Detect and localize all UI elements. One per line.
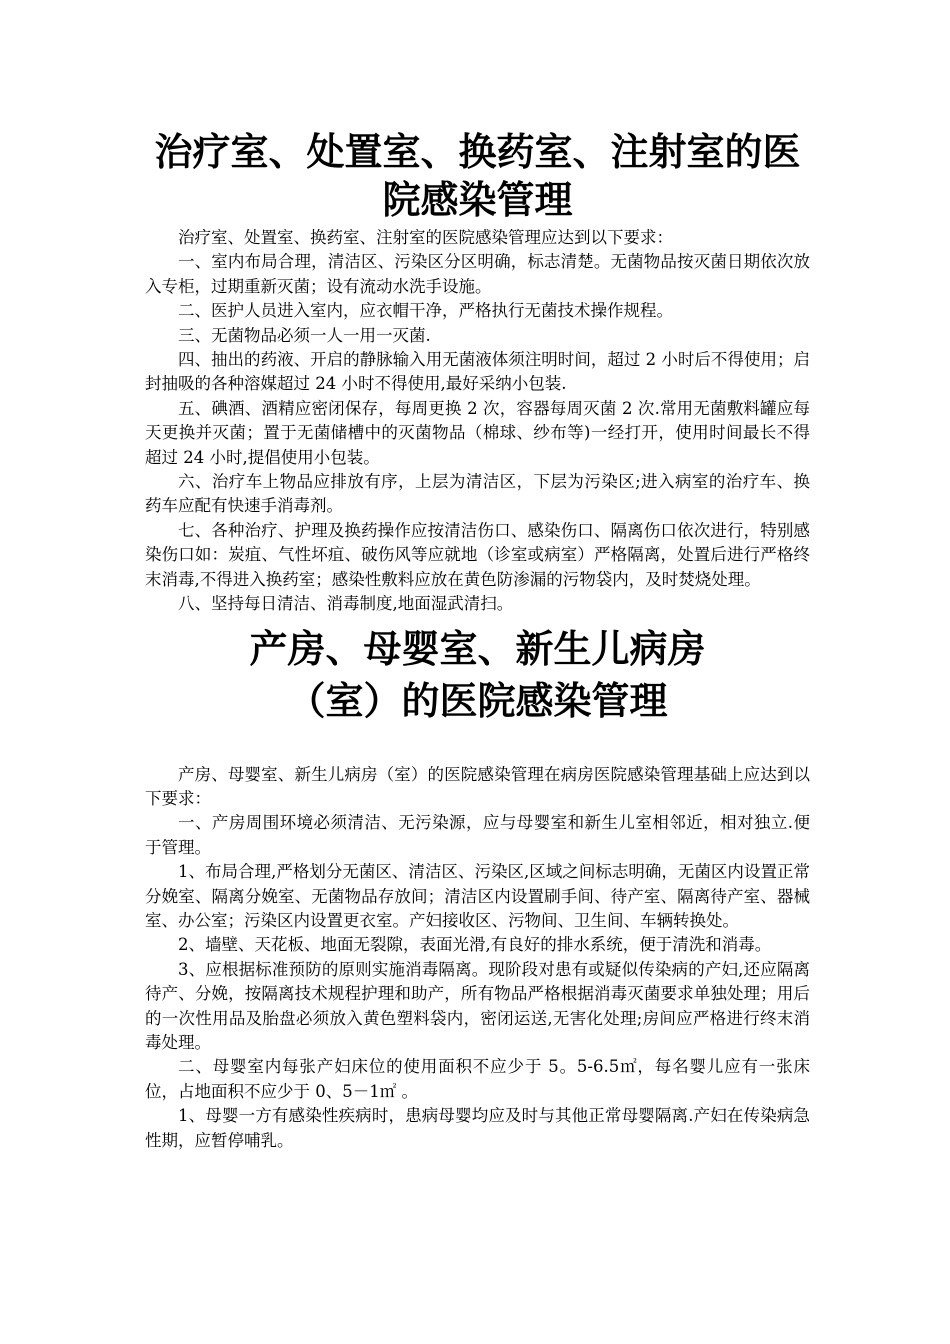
section1-paragraph: 三、无菌物品必须一人一用一灭菌. <box>178 325 431 345</box>
section2-title-line-2: （室）的医院感染管理 <box>287 677 668 723</box>
section2-title-line-1: 产房、母婴室、新生儿病房 <box>249 625 706 671</box>
section2-paragraph: 3、应根据标准预防的原则实施消毒隔离。现阶段对患有或疑似传染病的产妇,还应隔离待产、分娩，按隔离技术规程护理和助产，所有物品严格根据消毒灭菌要求单独处理；用后的一次性用品及胎盘必须放入黄色塑料袋内，密闭运送,无害化处理;房间应严格进行终末消毒处理。 <box>145 959 810 1052</box>
section2-body <box>145 763 810 1154</box>
section1-intro-paragraph: 治疗室、处置室、换药室、注射室的医院感染管理应达到以下要求： <box>178 228 673 247</box>
section1-title-line-2: 院感染管理 <box>382 177 573 222</box>
section1-paragraph: 二、医护人员进入室内，应衣帽干净，严格执行无菌技术操作规程。 <box>178 301 673 321</box>
section1-paragraph: 六、治疗车上物品应排放有序，上层为清洁区，下层为污染区;进入病室的治疗车、换药车应配有快速手消毒剂。 <box>145 472 810 516</box>
section2-title <box>145 623 810 727</box>
section1-body <box>145 226 810 617</box>
section1-title-line-1: 治疗室、处置室、换药室、注射室的医 <box>154 129 801 174</box>
section1-paragraph: 八、坚持每日清洁、消毒制度,地面湿武清扫。 <box>178 594 514 614</box>
section2-paragraph: 1、母婴一方有感染性疾病时，患病母婴均应及时与其他正常母婴隔离.产妇在传染病急性期，应暂停哺乳。 <box>145 1106 810 1150</box>
section2-paragraph: 2、墙壁、天花板、地面无裂隙，表面光滑,有良好的排水系统，便于清洗和消毒。 <box>178 935 772 955</box>
section1-paragraph: 七、各种治疗、护理及换药操作应按清洁伤口、感染伤口、隔离伤口依次进行，特别感染伤口如：炭疽、气性坏疽、破伤风等应就地（诊室或病室）严格隔离，处置后进行严格终末消毒,不得进入换药室；感染性敷料应放在黄色防渗漏的污物袋内，及时焚烧处理。 <box>145 520 810 589</box>
section1-paragraph: 一、室内布局合理，清洁区、污染区分区明确，标志清楚。无菌物品按灭菌日期依次放入专柜，过期重新灭菌；设有流动水洗手设施。 <box>145 252 810 296</box>
document-page <box>145 128 810 1153</box>
section2-paragraph: 1、布局合理,严格划分无菌区、清洁区、污染区,区域之间标志明确，无菌区内设置正常分娩室、隔离分娩室、无菌物品存放间；清洁区内设置刷手间、待产室、隔离待产室、器械室、办公室；污染区内设置更衣室。产妇接收区、污物间、卫生间、车辆转换处。 <box>145 862 810 930</box>
section2-paragraph: 二、母婴室内每张产妇床位的使用面积不应少于 5。5-6.5㎡，每名婴儿应有一张床位，占地面积不应少于 0、5－1㎡ 。 <box>145 1057 810 1101</box>
section2-intro-paragraph: 产房、母婴室、新生儿病房（室）的医院感染管理在病房医院感染管理基础上应达到以下要求： <box>145 764 810 808</box>
section2-paragraph: 一、产房周围环境必须清洁、无污染源，应与母婴室和新生儿室相邻近，相对独立.便于管理。 <box>145 813 810 857</box>
section1-paragraph: 五、碘酒、酒精应密闭保存，每周更换 2 次，容器每周灭菌 2 次.常用无菌敷料罐应每天更换并灭菌；置于无菌储槽中的灭菌物品（棉球、纱布等)一经打开，使用时间最长不得超过 24 小时,提倡使用小包装。 <box>145 398 810 467</box>
section1-paragraph: 四、抽出的药液、开启的静脉输入用无菌液体须注明时间，超过 2 小时后不得使用；启封抽吸的各种溶媒超过 24 小时不得使用,最好采纳小包装. <box>145 350 810 394</box>
section1-title <box>145 128 810 224</box>
